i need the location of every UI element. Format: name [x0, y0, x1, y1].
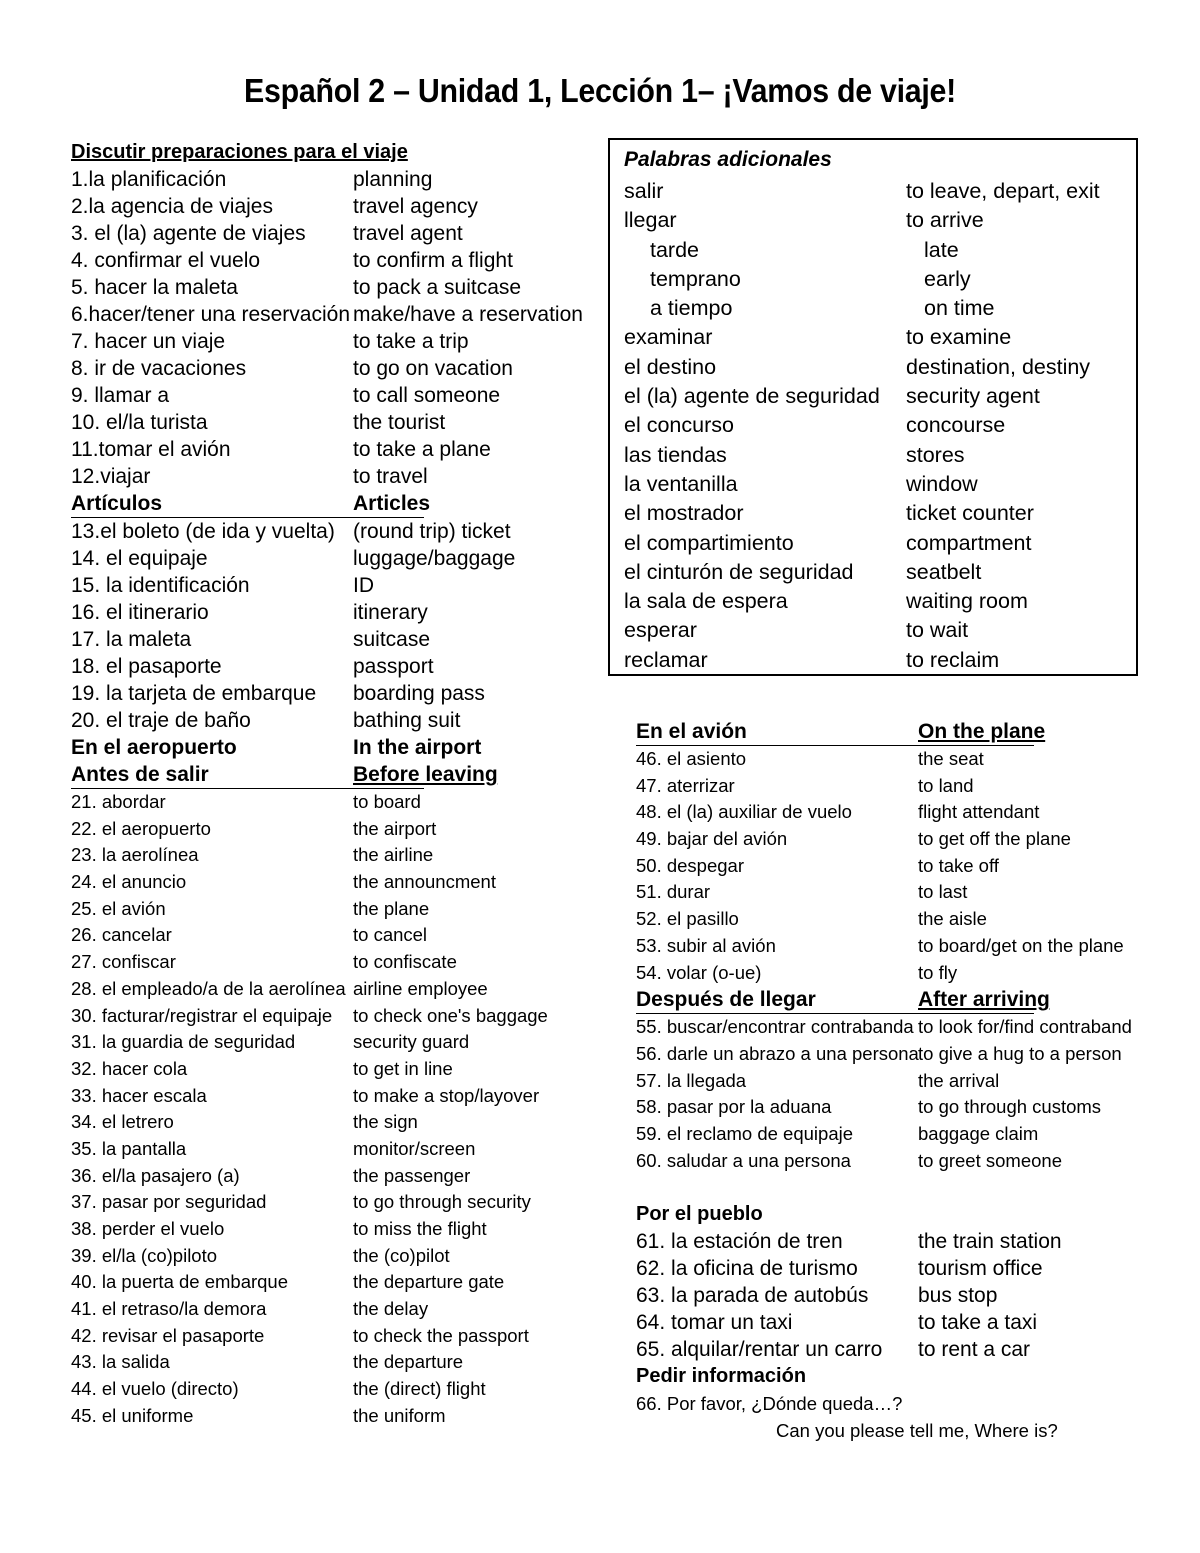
term-spanish: 31. la guardia de seguridad: [71, 1031, 296, 1053]
list-item: [71, 1003, 571, 1030]
heading-es: Antes de salir: [71, 763, 209, 786]
term-spanish: 7. hacer un viaje: [71, 330, 226, 353]
list-item: [636, 1068, 1156, 1095]
term-english: the train station: [918, 1230, 1062, 1254]
term-spanish: la ventanilla: [624, 471, 738, 496]
right-column: [636, 718, 1156, 1444]
term-spanish: 25. el avión: [71, 897, 166, 919]
subheading-before-leaving: [71, 761, 498, 789]
section-heading-airport: [71, 734, 571, 761]
term-spanish: 55. buscar/encontrar contrabanda: [636, 1016, 914, 1038]
list-item: [624, 558, 1134, 587]
term-spanish: 52. el pasillo: [636, 908, 739, 930]
term-english: the seat: [918, 748, 984, 769]
term-english: to go on vacation: [353, 357, 513, 380]
term-spanish: 32. hacer cola: [71, 1057, 188, 1079]
list-item: [636, 1094, 1156, 1121]
list-item: [636, 1255, 1156, 1282]
term-spanish: 53. subir al avión: [636, 934, 776, 956]
list-item: [636, 1148, 1156, 1175]
term-spanish: 18. el pasaporte: [71, 655, 222, 678]
list-item: [71, 842, 571, 869]
term-english: window: [906, 471, 978, 496]
term-spanish: 62. la oficina de turismo: [636, 1257, 858, 1281]
term-spanish: 57. la llegada: [636, 1069, 747, 1091]
list-item: [636, 799, 1156, 826]
list-item: [71, 599, 571, 626]
list-articles: [71, 518, 571, 734]
heading-es: Después de llegar: [636, 988, 816, 1012]
term-english: passport: [353, 655, 434, 678]
term-spanish: 4. confirmar el vuelo: [71, 249, 261, 272]
term-spanish: 16. el itinerario: [71, 601, 209, 624]
list-item: [636, 1014, 1156, 1041]
list-item: [624, 529, 1134, 558]
list-item: [624, 353, 1134, 382]
term-spanish: 24. el anuncio: [71, 871, 187, 893]
list-item: [71, 949, 571, 976]
list-item: [71, 680, 571, 707]
list-item: [71, 1349, 571, 1376]
list-item: [636, 1228, 1156, 1255]
list-item: [636, 1121, 1156, 1148]
term-english: concourse: [906, 413, 1006, 438]
term-english: to reclaim: [906, 647, 1000, 672]
term-spanish: llegar: [624, 208, 677, 233]
list-item: [636, 879, 1156, 906]
term-english: to miss the flight: [353, 1218, 487, 1239]
term-english: to call someone: [353, 384, 501, 407]
term-english: ID: [353, 574, 374, 597]
term-spanish: 22. el aeropuerto: [71, 817, 211, 839]
list-item: [636, 853, 1156, 880]
list-item: [624, 206, 1134, 235]
term-english: the tourist: [353, 411, 446, 434]
list-item: [624, 587, 1134, 616]
term-english: travel agent: [353, 222, 463, 245]
list-item: [71, 789, 571, 816]
term-spanish: 61. la estación de tren: [636, 1230, 843, 1254]
term-spanish: 3. el (la) agente de viajes: [71, 222, 306, 245]
term-english: bathing suit: [353, 709, 461, 732]
term-english: security agent: [906, 384, 1040, 409]
term-english: to wait: [906, 618, 969, 643]
term-english: to check one's baggage: [353, 1004, 548, 1026]
term-english: destination, destiny: [906, 354, 1091, 379]
section-heading-preparations: Discutir preparaciones para el viaje: [71, 141, 408, 163]
term-spanish: 14. el equipaje: [71, 547, 208, 570]
term-english: travel agency: [353, 195, 478, 218]
list-item: [71, 382, 571, 409]
list-item: [71, 816, 571, 843]
term-spanish: salir: [624, 179, 664, 203]
term-english: to give a hug to a person: [918, 1042, 1122, 1064]
term-spanish: el destino: [624, 354, 717, 379]
term-english: to confiscate: [353, 951, 457, 973]
heading-en: On the plane: [918, 720, 1046, 743]
term-english: tourism office: [918, 1257, 1043, 1281]
term-spanish: 30. facturar/registrar el equipaje: [71, 1004, 333, 1026]
term-spanish: 2.la agencia de viajes: [71, 195, 273, 218]
list-item: [71, 274, 571, 301]
heading-en: In the airport: [353, 736, 482, 759]
list-item: [71, 545, 571, 572]
term-spanish: el (la) agente de seguridad: [624, 384, 880, 409]
term-spanish: 1.la planificación: [71, 168, 227, 191]
term-english: to take a trip: [353, 330, 469, 353]
list-item: [71, 1243, 571, 1270]
term-spanish: 64. tomar un taxi: [636, 1311, 793, 1335]
list-item: [624, 382, 1134, 411]
term-spanish: 38. perder el vuelo: [71, 1218, 225, 1239]
list-item: [636, 1282, 1156, 1309]
term-english: to arrive: [906, 208, 984, 233]
list-item: [71, 869, 571, 896]
term-english: airline employee: [353, 977, 488, 999]
term-spanish: 27. confiscar: [71, 951, 176, 973]
list-item: [71, 572, 571, 599]
list-item: [71, 976, 571, 1003]
term-english: the aisle: [918, 908, 987, 930]
term-english: to examine: [906, 325, 1012, 350]
term-english: waiting room: [906, 589, 1028, 614]
term-spanish: 6.hacer/tener una reservación: [71, 303, 350, 326]
list-item: [624, 236, 1134, 265]
term-english: to greet someone: [918, 1149, 1062, 1171]
term-english: to look for/find contraband: [918, 1016, 1132, 1038]
term-spanish: 59. el reclamo de equipaje: [636, 1122, 854, 1144]
term-spanish: 42. revisar el pasaporte: [71, 1324, 265, 1346]
term-english: seatbelt: [906, 559, 982, 584]
section-heading-info: Pedir información: [636, 1365, 807, 1388]
list-item: [71, 707, 571, 734]
left-column: [71, 139, 583, 1430]
list-item: [624, 265, 1134, 294]
term-spanish: 17. la maleta: [71, 628, 192, 651]
list-item: [624, 294, 1134, 323]
list-item: [71, 1216, 571, 1243]
term-spanish: 9. llamar a: [71, 384, 170, 407]
term-english: the departure: [353, 1351, 464, 1373]
term-english: the delay: [353, 1298, 429, 1320]
info-translation: Can you please tell me, Where is?: [776, 1420, 1058, 1442]
term-english: suitcase: [353, 628, 431, 651]
term-spanish: 15. la identificación: [71, 574, 250, 597]
term-english: the departure gate: [353, 1271, 505, 1293]
term-spanish: 13.el boleto (de ida y vuelta): [71, 520, 335, 543]
list-airport: [71, 789, 571, 1430]
term-english: luggage/baggage: [353, 547, 516, 570]
list-item: [71, 1323, 571, 1350]
term-spanish: el mostrador: [624, 501, 744, 526]
term-spanish: 34. el letrero: [71, 1111, 174, 1133]
list-item: [71, 1269, 571, 1296]
heading-en: Articles: [353, 492, 431, 515]
term-spanish: 41. el retraso/la demora: [71, 1298, 267, 1320]
term-english: security guard: [353, 1031, 470, 1053]
term-spanish: 33. hacer escala: [71, 1084, 207, 1106]
term-english: on time: [924, 296, 995, 321]
list-item: [71, 1083, 571, 1110]
term-spanish: temprano: [650, 266, 741, 291]
list-item: [71, 436, 571, 463]
heading-es: En el avión: [636, 720, 747, 743]
list-plane: [636, 746, 1156, 986]
term-spanish: a tiempo: [650, 296, 733, 321]
term-spanish: 65. alquilar/rentar un carro: [636, 1338, 883, 1362]
term-spanish: examinar: [624, 325, 713, 350]
term-english: early: [924, 266, 971, 291]
term-english: the (direct) flight: [353, 1378, 486, 1400]
term-english: to get off the plane: [918, 828, 1071, 850]
list-item: [636, 960, 1156, 987]
list-item: [636, 1309, 1156, 1336]
list-item: [71, 328, 571, 355]
term-english: to board: [353, 791, 421, 812]
term-english: to confirm a flight: [353, 249, 513, 272]
term-spanish: 26. cancelar: [71, 924, 172, 946]
list-item: [71, 1376, 571, 1403]
term-spanish: esperar: [624, 618, 697, 643]
list-item: [624, 411, 1134, 440]
term-spanish: 63. la parada de autobús: [636, 1284, 869, 1308]
term-english: to pack a suitcase: [353, 276, 522, 299]
term-spanish: reclamar: [624, 647, 708, 672]
term-english: the announcment: [353, 871, 496, 893]
list-item: [71, 193, 571, 220]
heading-en: After arriving: [918, 988, 1050, 1012]
term-english: to go through security: [353, 1191, 531, 1213]
list-item: [71, 1029, 571, 1056]
info-question: 66. Por favor, ¿Dónde queda…?: [636, 1393, 903, 1415]
term-spanish: 12.viajar: [71, 465, 151, 488]
term-english: the plane: [353, 897, 430, 919]
term-spanish: 39. el/la (co)piloto: [71, 1244, 218, 1266]
term-english: to check the passport: [353, 1324, 529, 1346]
term-english: (round trip) ticket: [353, 520, 511, 543]
term-english: to take a plane: [353, 438, 491, 461]
term-spanish: las tiendas: [624, 442, 727, 467]
term-english: planning: [353, 168, 433, 191]
heading-es: En el aeropuerto: [71, 736, 237, 759]
term-spanish: 56. darle un abrazo a una persona: [636, 1042, 919, 1064]
list-item: [71, 463, 571, 490]
list-item: [71, 220, 571, 247]
term-spanish: la sala de espera: [624, 589, 788, 614]
list-item: [636, 1041, 1156, 1068]
term-spanish: 20. el traje de baño: [71, 709, 251, 732]
term-english: make/have a reservation: [353, 303, 583, 326]
list-item: [624, 441, 1134, 470]
section-heading-articles: [71, 490, 431, 518]
term-english: the passenger: [353, 1164, 471, 1186]
term-english: to board/get on the plane: [918, 934, 1124, 956]
term-english: to leave, depart, exit: [906, 179, 1100, 203]
term-english: to last: [918, 881, 968, 903]
term-english: late: [924, 237, 959, 262]
page-title: Español 2 – Unidad 1, Lección 1– ¡Vamos de viaje!: [243, 72, 956, 109]
term-spanish: 49. bajar del avión: [636, 828, 788, 850]
list-item: [71, 1163, 571, 1190]
list-item: [71, 166, 571, 193]
list-item: [624, 646, 1134, 675]
list-item: [624, 499, 1134, 528]
term-spanish: tarde: [650, 237, 700, 262]
box-title: Palabras adicionales: [624, 148, 832, 171]
term-english: the sign: [353, 1111, 418, 1133]
term-spanish: 60. saludar a una persona: [636, 1149, 851, 1171]
list-item: [71, 1056, 571, 1083]
term-spanish: el concurso: [624, 413, 734, 438]
list-item: [624, 616, 1134, 645]
term-spanish: 10. el/la turista: [71, 411, 208, 434]
list-item: [71, 1189, 571, 1216]
term-spanish: 44. el vuelo (directo): [71, 1378, 239, 1400]
term-spanish: 21. abordar: [71, 791, 166, 812]
term-english: to get in line: [353, 1057, 453, 1079]
list-item: [636, 1336, 1156, 1363]
list-item: [71, 626, 571, 653]
list-additional-words: [624, 177, 1134, 675]
term-english: to take off: [918, 854, 999, 876]
term-english: itinerary: [353, 601, 428, 624]
list-item: [71, 1136, 571, 1163]
list-item: [71, 518, 571, 545]
term-english: the uniform: [353, 1404, 446, 1426]
additional-words-box: [608, 138, 1138, 676]
term-english: to make a stop/layover: [353, 1084, 540, 1106]
term-english: monitor/screen: [353, 1137, 476, 1159]
term-english: baggage claim: [918, 1122, 1039, 1144]
term-english: to travel: [353, 465, 428, 488]
list-item: [636, 773, 1156, 800]
list-item: [624, 177, 1134, 206]
term-spanish: 23. la aerolínea: [71, 844, 199, 866]
term-spanish: 28. el empleado/a de la aerolínea: [71, 977, 346, 999]
term-spanish: 37. pasar por seguridad: [71, 1191, 267, 1213]
section-heading-after: [636, 986, 1050, 1014]
term-english: to cancel: [353, 924, 428, 946]
list-item: [636, 933, 1156, 960]
list-item: [71, 355, 571, 382]
term-spanish: 36. el/la pasajero (a): [71, 1164, 240, 1186]
list-after: [636, 1014, 1156, 1174]
term-english: to land: [918, 774, 974, 796]
list-item: [71, 922, 571, 949]
term-spanish: 43. la salida: [71, 1351, 170, 1373]
list-item: [636, 826, 1156, 853]
list-item: [71, 1296, 571, 1323]
section-heading-plane: [636, 718, 1046, 746]
term-english: the airport: [353, 817, 437, 839]
list-item: [624, 323, 1134, 352]
term-english: the arrival: [918, 1069, 1000, 1091]
term-english: to take a taxi: [918, 1311, 1038, 1335]
list-town: [636, 1228, 1156, 1363]
list-item: [636, 906, 1156, 933]
term-english: to go through customs: [918, 1096, 1102, 1118]
term-english: to fly: [918, 961, 958, 983]
term-english: ticket counter: [906, 501, 1034, 526]
term-spanish: el cinturón de seguridad: [624, 559, 854, 584]
term-english: the (co)pilot: [353, 1244, 450, 1266]
term-english: compartment: [906, 530, 1032, 555]
term-spanish: 58. pasar por la aduana: [636, 1096, 832, 1118]
term-spanish: 50. despegar: [636, 854, 745, 876]
term-spanish: 5. hacer la maleta: [71, 276, 238, 299]
term-spanish: 54. volar (o-ue): [636, 961, 762, 983]
term-spanish: 11.tomar el avión: [71, 438, 231, 461]
list-item: [71, 653, 571, 680]
list-item: [71, 247, 571, 274]
list-item: [636, 746, 1156, 773]
list-item: [624, 470, 1134, 499]
term-spanish: 48. el (la) auxiliar de vuelo: [636, 801, 852, 823]
term-spanish: 46. el asiento: [636, 748, 747, 769]
list-item: [71, 301, 583, 328]
section-heading-town: Por el pueblo: [636, 1203, 763, 1226]
list-item: [71, 896, 571, 923]
term-english: boarding pass: [353, 682, 485, 705]
term-english: bus stop: [918, 1284, 998, 1308]
term-spanish: 51. durar: [636, 881, 711, 903]
term-spanish: 19. la tarjeta de embarque: [71, 682, 317, 705]
heading-en: Before leaving: [353, 763, 498, 786]
term-spanish: 40. la puerta de embarque: [71, 1271, 289, 1293]
term-english: to rent a car: [918, 1338, 1031, 1362]
heading-es: Artículos: [71, 492, 163, 515]
term-english: the airline: [353, 844, 434, 866]
list-preparations: [71, 166, 583, 490]
list-item: [71, 1109, 571, 1136]
term-spanish: 45. el uniforme: [71, 1404, 194, 1426]
term-english: stores: [906, 442, 965, 467]
term-spanish: 47. aterrizar: [636, 774, 735, 796]
term-english: flight attendant: [918, 801, 1040, 823]
term-spanish: 35. la pantalla: [71, 1137, 187, 1159]
term-spanish: 8. ir de vacaciones: [71, 357, 247, 380]
list-item: [71, 1403, 571, 1430]
term-spanish: el compartimiento: [624, 530, 794, 555]
list-item: [71, 409, 571, 436]
